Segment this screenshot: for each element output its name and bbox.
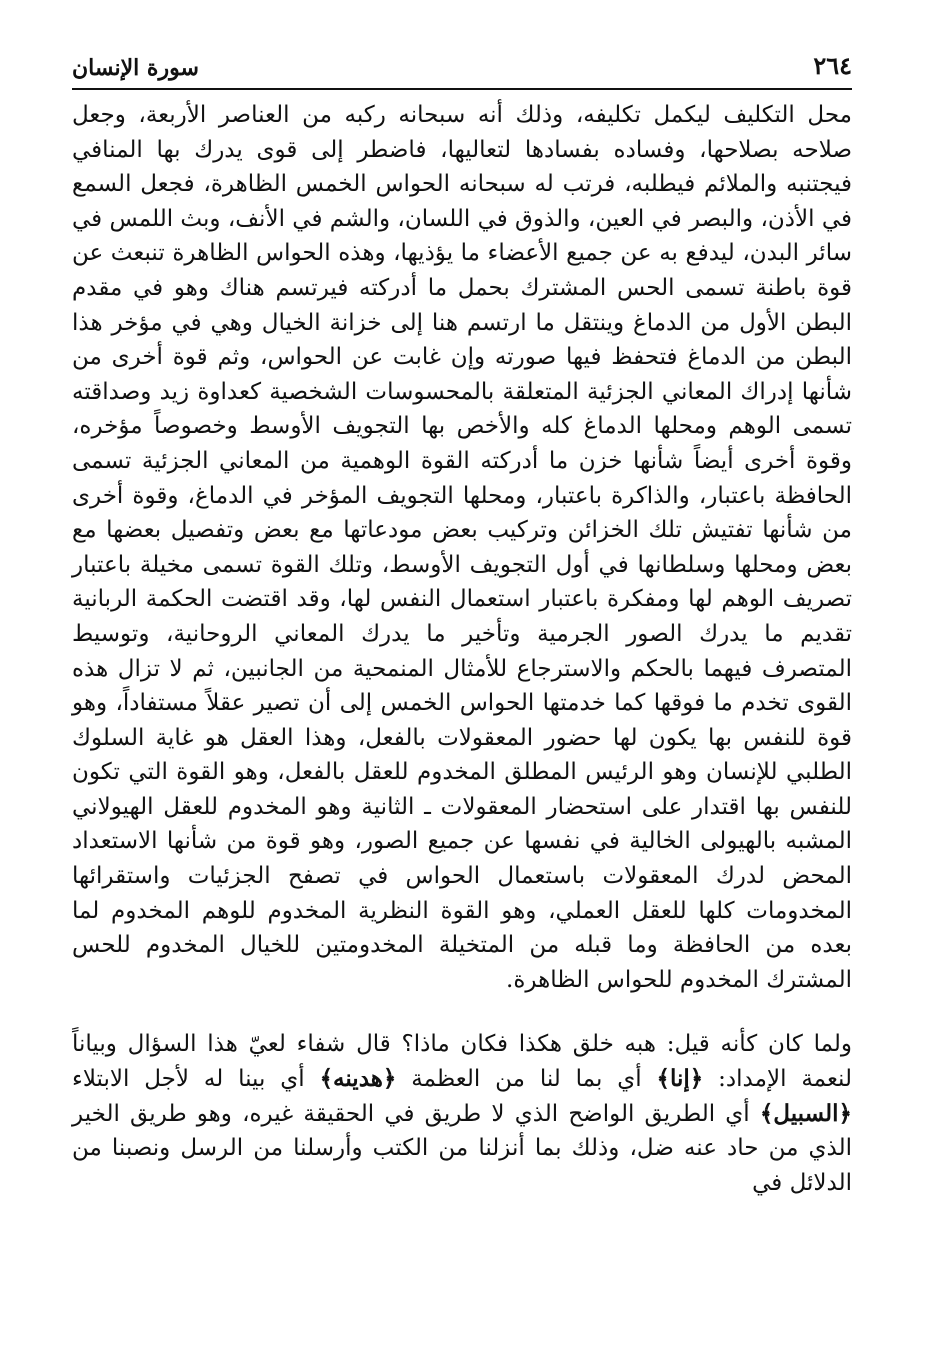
paragraph-2-text-3: أي الطريق الواضح الذي لا طريق في الحقيقة غيره، وهو طريق الخير الذي من حاد عنه ضل، وذلك بما أنزلنا من الكتب وأرسلنا من الرسل ونصبنا من الدلائل في <box>72 1100 852 1196</box>
page-number: ٢٦٤ <box>813 51 852 80</box>
paragraph-2 <box>72 1027 852 1200</box>
paragraph-2-intro: ولما كان كأنه قيل: هبه خلق هكذا فكان ماذا؟ قال شفاء لعيّ هذا السؤال وبياناً لنعمة الإمداد: <box>72 1031 853 1093</box>
header-divider <box>72 88 852 90</box>
paragraph-1: محل التكليف ليكمل تكليفه، وذلك أنه سبحانه ركبه من العناصر الأربعة، وجعل صلاحه بصلاحها، وفساده بفسادها لتعاليها، فاضطر إلى قوى يدرك بها المنافي فيجتنبه والملائم فيطلبه، فرتب له سبحانه الحواس الخمس الظاهرة، فجعل السمع في الأذن، والبصر في العين، والذوق في اللسان، والشم في الأنف، وبث اللمس في سائر البدن، ليدفع به عن جميع الأعضاء ما يؤذيها، وهذه الحواس الظاهرة تنبعث عن قوة باطنة تسمى الحس المشترك بحمل ما أدركته فيرتسم هناك وهو في مقدم البطن الأول من الدماغ وينتقل ما ارتسم هنا إلى خزانة الخيال وهي في مؤخر هذا البطن من الدماغ فتحفظ فيها صورته وإن غابت عن الحواس، وثم قوة أخرى من شأنها إدراك المعاني الجزئية المتعلقة بالمحسوسات الشخصية كعداوة زيد وصداقته تسمى الوهم ومحلها الدماغ كله والأخص بها التجويف الأوسط وخصوصاً مؤخره، وقوة أخرى أيضاً شأنها خزن ما أدركته القوة الوهمية من المعاني الجزئية تسمى الحافظة باعتبار، والذاكرة باعتبار، ومحلها التجويف المؤخر في الدماغ، وقوة أخرى من شأنها تفتيش تلك الخزائن وتركيب بعض مودعاتها مع بعض وتفصيل بعضها مع بعض ومحلها وسلطانها في أول التجويف الأوسط، وتلك القوة تسمى مخيلة باعتبار تصريف الوهم لها ومفكرة باعتبار استعمال النفس لها، وقد اقتضت الحكمة الربانية تقديم ما يدرك الصور الجرمية وتأخير ما يدرك المعاني الروحانية، وتوسيط المتصرف فيهما بالحكم والاسترجاع للأمثال المنمحية من الجانبين، ثم لا تزال هذه القوى تخدم ما فوقها كما خدمتها الحواس الخمس إلى أن تصير عقلاً مستفاداً، وهو قوة للنفس بها يكون لها حضور المعقولات بالفعل، وهذا العقل هو غاية السلوك الطلبي للإنسان وهو الرئيس المطلق المخدوم للعقل بالفعل، وهو القوة التي تكون للنفس بها اقتدار على استحضار المعقولات ـ الثانية وهو المخدوم للعقل الهيولاني المشبه بالهيولى الخالية في نفسها عن جميع الصور، وهو قوة من شأنها الاستعداد المحض لدرك المعقولات باستعمال الحواس في تصفح الجزئيات واستقرائها المخدومات كلها للعقل العملي، وهو القوة النظرية المخدوم للوهم المخدوم لما بعده من الحافظة وما قبله من المتخيلة المخدومتين للخيال المخدوم للحس المشترك المخدوم للحواس الظاهرة. <box>72 102 852 993</box>
paragraph-2-text-1: أي بما لنا من العظمة <box>396 1066 657 1093</box>
quran-word-inna: ﴿إنا﴾ <box>656 1065 704 1093</box>
quran-word-assabil: ﴿السبيل﴾ <box>759 1099 852 1127</box>
running-title: سورة الإنسان <box>72 55 199 81</box>
page-body <box>72 98 852 1200</box>
paragraph-2-text-2: أي بينا له لأجل الابتلاء <box>72 1066 320 1093</box>
page-header <box>72 44 852 84</box>
quran-word-hadaynahu: ﴿هدينه﴾ <box>319 1065 397 1093</box>
